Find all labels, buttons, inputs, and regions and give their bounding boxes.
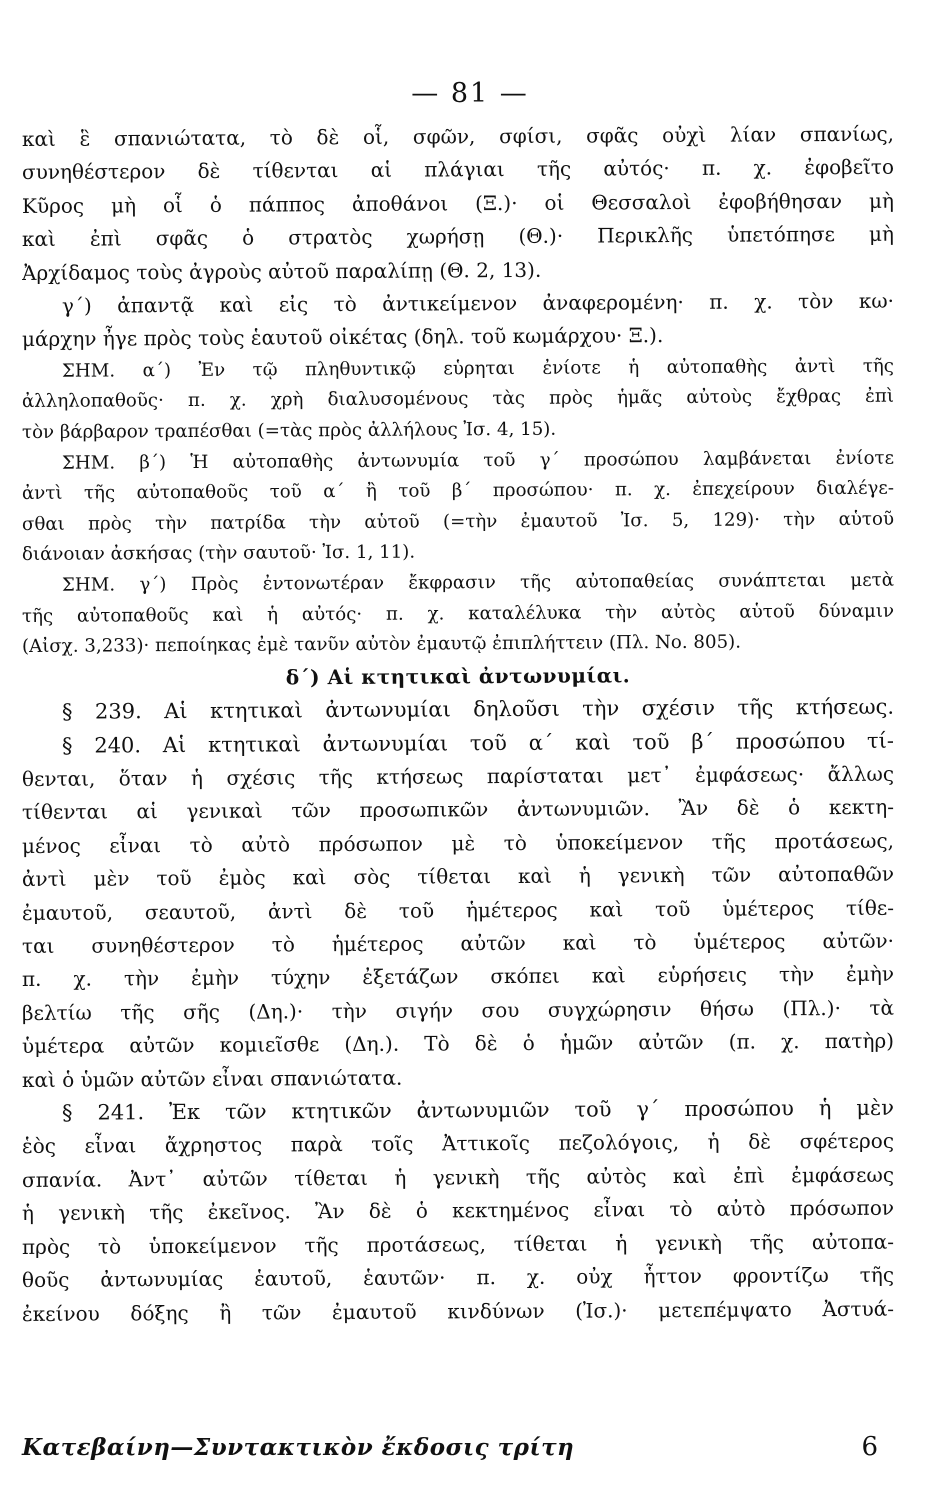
- text-line: τῆς αὐτοπαθοῦς καὶ ἡ αὐτός· π. χ. καταλέλυκα τὴν αὐτὸς αὑτοῦ δύναμιν: [21, 600, 895, 627]
- page-footer: [22, 1432, 894, 1462]
- text-line: ἐμαυτοῦ, σεαυτοῦ, ἀντὶ δὲ τοῦ ἡμέτερος καὶ τοῦ ὑμέτερος τίθε-: [21, 895, 895, 925]
- text-line: τὸν βάρβαρον τραπέσθαι (=τὰς πρὸς ἀλλήλους Ἰσ. 4, 15).: [21, 418, 557, 444]
- text-line: ἀντὶ μὲν τοῦ ἐμὸς καὶ σὸς τίθεται καὶ ἡ γενικὴ τῶν αὐτοπαθῶν: [21, 861, 895, 892]
- text-line: μένος εἶναι τὸ αὐτὸ πρόσωπον μὲ τὸ ὑποκείμενον τῆς προτάσεως,: [21, 828, 895, 858]
- text-line: βελτίω τῆς σῆς (Δη.)· τὴν σιγήν σου συγχώρησιν θήσω (Πλ.)· τὰ: [21, 995, 895, 1025]
- text-line: ΣΗΜ. β΄) Ἡ αὐτοπαθὴς ἀντωνυμία τοῦ γ΄ προσώπου λαμβάνεται ἐνίοτε: [61, 447, 895, 474]
- text-line: § 240. Αἱ κτητικαὶ ἀντωνυμίαι τοῦ α΄ καὶ τοῦ β΄ προσώπου τί-: [61, 728, 895, 758]
- text-line: σπανία. Ἀντ᾽ αὐτῶν τίθεται ἡ γενικὴ τῆς αὐτὸς καὶ ἐπὶ ἐμφάσεως: [21, 1162, 895, 1192]
- text-line: § 239. Αἱ κτητικαὶ ἀντωνυμίαι δηλοῦσι τὴν σχέσιν τῆς κτήσεως.: [61, 694, 895, 724]
- text-line: σθαι πρὸς τὴν πατρίδα τὴν αὑτοῦ (=τὴν ἐμαυτοῦ Ἰσ. 5, 129)· τὴν αὑτοῦ: [21, 508, 895, 535]
- text-line: Κῦρος μὴ οἷ ὁ πάππος ἀποθάνοι (Ξ.)· οἱ Θεσσαλοὶ ἐφοβήθησαν μὴ: [21, 188, 895, 218]
- text-line: ται συνηθέστερον τὸ ἡμέτερος αὐτῶν καὶ τὸ ὑμέτερος αὐτῶν·: [21, 928, 895, 959]
- text-line: ἡ γενικὴ τῆς ἐκεῖνος. Ἂν δὲ ὁ κεκτημένος εἶναι τὸ αὐτὸ πρόσωπον: [21, 1195, 895, 1226]
- text-line: γ΄) ἀπαντᾷ καὶ εἰς τὸ ἀντικείμενον ἀναφερομένη· π. χ. τὸν κω·: [61, 288, 895, 318]
- text-line: καὶ ὁ ὑμῶν αὐτῶν εἶναι σπανιώτατα.: [21, 1065, 403, 1092]
- text-line: τίθενται αἱ γενικαὶ τῶν προσωπικῶν ἀντωνυμιῶν. Ἂν δὲ ὁ κεκτη-: [21, 795, 895, 825]
- text-line: ὑμέτερα αὐτῶν κομιεῖσθε (Δη.). Τὸ δὲ ὁ ἡμῶν αὐτῶν (π. χ. πατὴρ): [21, 1028, 895, 1059]
- body-text: [22, 123, 894, 1331]
- text-line: ἀντὶ τῆς αὐτοπαθοῦς τοῦ α΄ ἢ τοῦ β΄ προσώπου· π. χ. ἐπεχείρουν διαλέγε-: [21, 477, 895, 505]
- page-number: — 81 —: [411, 78, 529, 109]
- text-line: Ἀρχίδαμος τοὺς ἀγροὺς αὐτοῦ παραλίπῃ (Θ. 2, 13).: [21, 257, 542, 285]
- text-line: § 241. Ἐκ τῶν κτητικῶν ἀντωνυμιῶν τοῦ γ΄ προσώπου ἡ μὲν: [61, 1095, 895, 1125]
- text-line: καὶ ἐπὶ σφᾶς ὁ στρατὸς χωρήσῃ (Θ.)· Περικλῆς ὑπετόπησε μὴ: [21, 221, 895, 252]
- text-line: καὶ ἓ σπανιώτατα, τὸ δὲ οἷ, σφῶν, σφίσι, σφᾶς οὐχὶ λίαν σπανίως,: [21, 121, 895, 151]
- text-line: ΣΗΜ. γ΄) Πρὸς ἐντονωτέραν ἔκφρασιν τῆς αὐτοπαθείας συνάπτεται μετὰ: [61, 569, 895, 596]
- text-line: θοῦς ἀντωνυμίας ἑαυτοῦ, ἑαυτῶν· π. χ. οὐχ ἧττον φροντίζω τῆς: [21, 1262, 895, 1293]
- footer-imprint: Κατεβαίνη—Συντακτικὸν ἔκδοσις τρίτη: [22, 1434, 575, 1461]
- text-line: ἀλληλοπαθοῦς· π. χ. χρὴ διαλυσομένους τὰς πρὸς ἡμᾶς αὐτοὺς ἔχθρας ἐπὶ: [21, 386, 895, 413]
- text-line: θενται, ὅταν ἡ σχέσις τῆς κτήσεως παρίσταται μετ᾽ ἐμφάσεως· ἄλλως: [21, 761, 895, 791]
- text-line: π. χ. τὴν ἐμὴν τύχην ἐξετάζων σκόπει καὶ εὑρήσεις τὴν ἐμὴν: [21, 962, 895, 992]
- text-line: (Αἰσχ. 3,233)· πεποίηκας ἐμὲ τανῦν αὐτὸν ἐμαυτῷ ἐπιπλήττειν (Πλ. Νο. 805).: [21, 631, 742, 658]
- text-line: διάνοιαν ἀσκήσας (τὴν σαυτοῦ· Ἰσ. 1, 11).: [21, 542, 416, 566]
- text-line: μάρχην ἦγε πρὸς τοὺς ἑαυτοῦ οἰκέτας (δηλ. τοῦ κωμάρχου· Ξ.).: [21, 323, 664, 352]
- section-heading: δ΄) Αἱ κτητικαὶ ἀντωνυμίαι.: [285, 663, 631, 690]
- text-line: πρὸς τὸ ὑποκείμενον τῆς προτάσεως, τίθεται ἡ γενικὴ τῆς αὐτοπα-: [21, 1229, 895, 1259]
- text-line: συνηθέστερον δὲ τίθενται αἱ πλάγιαι τῆς αὐτός· π. χ. ἐφοβεῖτο: [21, 155, 895, 185]
- text-line: ΣΗΜ. α΄) Ἐν τῷ πληθυντικῷ εὑρηται ἐνίοτε ἡ αὐτοπαθὴς ἀντὶ τῆς: [61, 355, 895, 382]
- text-line: ἑὸς εἶναι ἄχρηστος παρὰ τοῖς Ἀττικοῖς πεζολόγοις, ἡ δὲ σφέτερος: [21, 1129, 895, 1159]
- signature-mark: 6: [861, 1432, 878, 1462]
- text-line: ἐκείνου δόξης ἢ τῶν ἐμαυτοῦ κινδύνων (Ἰσ.)· μετεπέμψατο Ἀστυά-: [21, 1296, 895, 1326]
